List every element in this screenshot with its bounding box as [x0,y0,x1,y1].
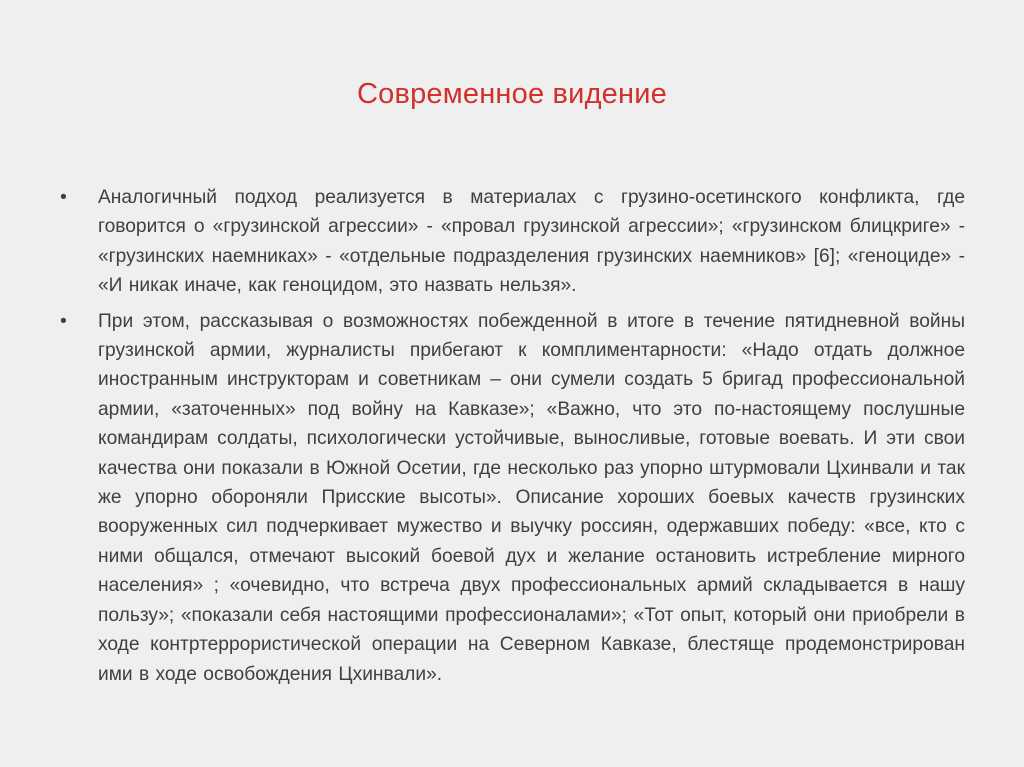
slide-title: Современное видение [357,78,667,110]
list-item [60,183,965,301]
bullet-list [60,183,965,695]
list-item [60,307,965,689]
bullet-icon: • [60,309,67,332]
bullet-icon: • [60,186,67,208]
bullet-text: Аналогичный подход реализуется в материалах с грузино-осетинского конфликта, где говорится о «грузинской агрессии» - «провал грузинской агрессии»; «грузинском блицкриге» - «грузинских наемниках» - «отдельные подразделения грузинских наемников» [6]; «геноциде» - «И никак иначе, как геноцидом, это назвать нельзя». [98,187,965,297]
bullet-text: При этом, рассказывая о возможностях побежденной в итоге в течение пятидневной войны грузинской армии, журналисты прибегают к комплиментарности: «Надо отдать должное иностранным инструкторам и советникам – они сумели создать 5 бригад профессиональной армии, «заточенных» под войну на Кавказе»; «Важно, что это по-настоящему послушные командирам солдаты, психологически устойчивые, выносливые, готовые воевать. И эти свои качества они показали в Южной Осетии, где несколько раз упорно штурмовали Цхинвали и так же упорно обороняли Присские высоты». Описание хороших боевых качеств грузинских вооруженных сил подчеркивает мужество и выучку россиян, одержавших победу: «все, кто с ними общался, отмечают высокий боевой дух и желание остановить истребление мирного населения» ; «очевидно, что встреча двух профессиональных армий складывается в нашу пользу»; «показали себя настоящими профессионалами»; «Тот опыт, который они приобрели в ходе контртеррористической операции на Северном Кавказе, блестяще продемонстрирован ими в ходе освобождения Цхинвали». [98,310,965,685]
